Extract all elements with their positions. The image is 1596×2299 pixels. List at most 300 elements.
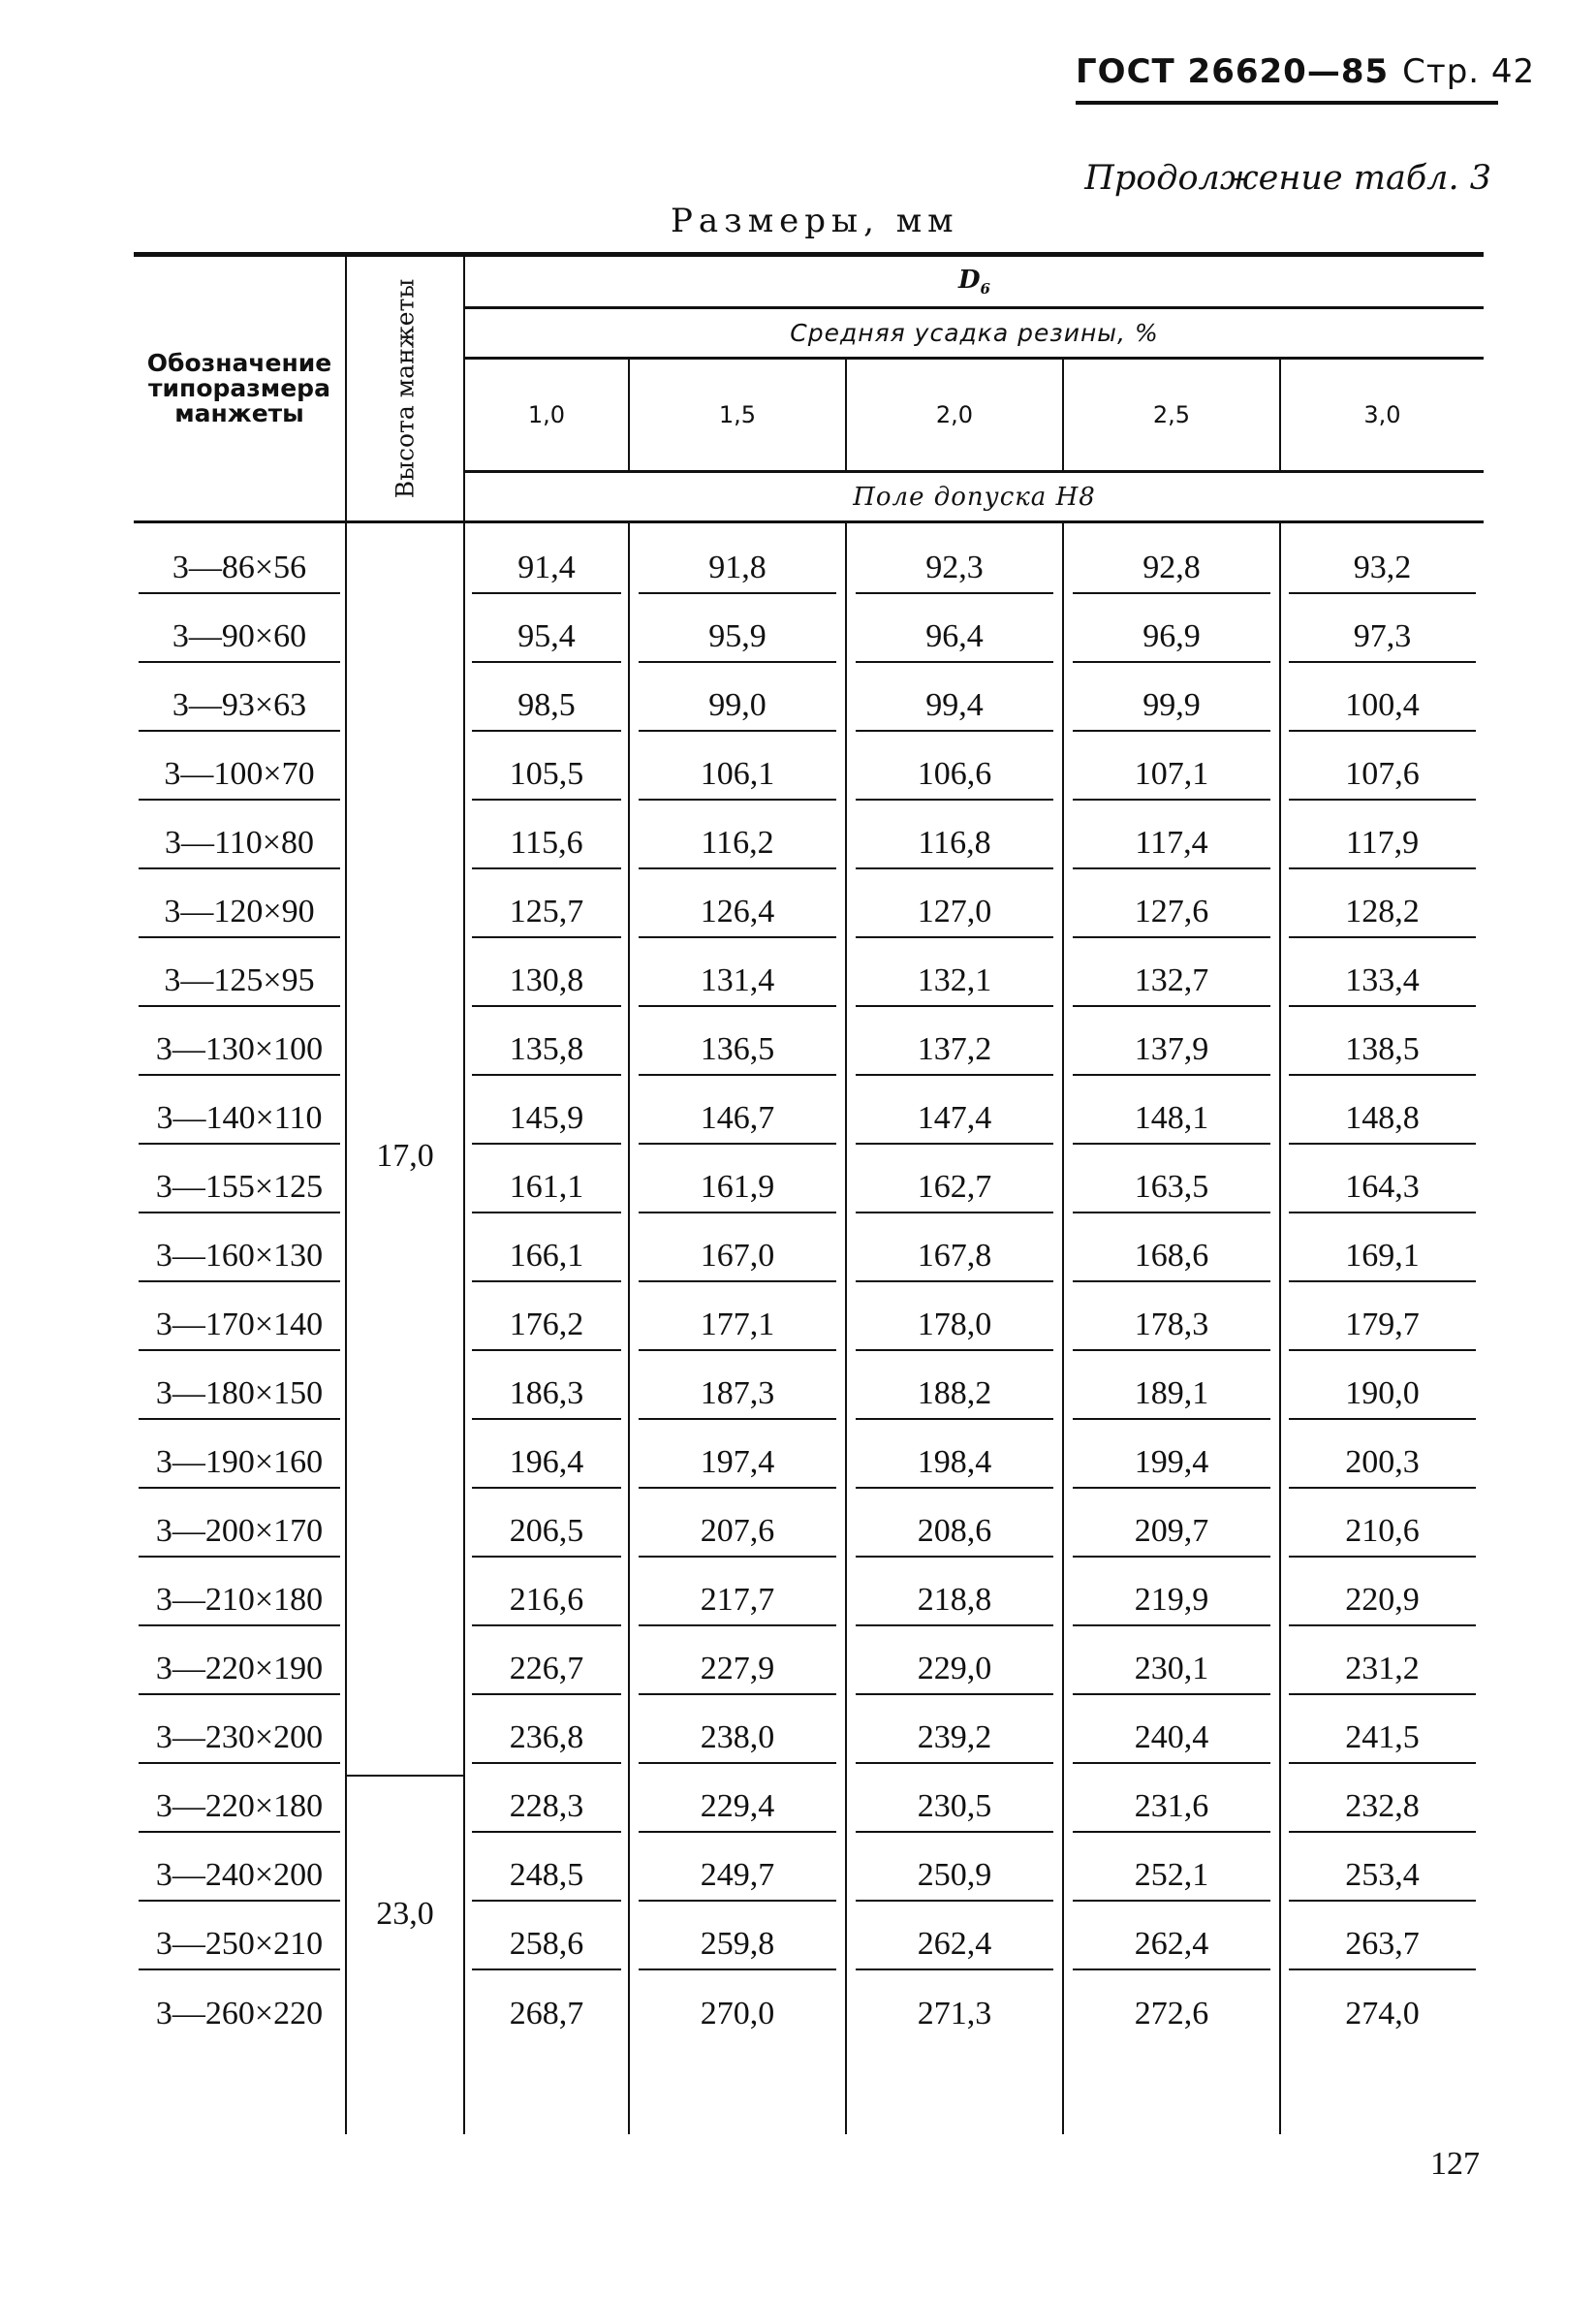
designation-cell xyxy=(134,1294,346,1363)
value-text: 91,4 xyxy=(472,550,622,594)
value-text: 148,1 xyxy=(1073,1100,1270,1145)
value-text: 198,4 xyxy=(856,1444,1053,1489)
shrink-value: 1,5 xyxy=(629,358,846,471)
value-cell xyxy=(629,1156,846,1225)
designation-cell xyxy=(134,950,346,1019)
value-cell xyxy=(464,1363,629,1432)
designation-text: 3—90×60 xyxy=(139,618,340,663)
value-text: 268,7 xyxy=(509,1995,584,2031)
value-cell xyxy=(629,1432,846,1500)
value-text: 166,1 xyxy=(472,1238,622,1282)
value-text: 186,3 xyxy=(472,1375,622,1420)
value-cell xyxy=(629,675,846,743)
value-text: 253,4 xyxy=(1289,1857,1475,1902)
value-text: 270,0 xyxy=(700,1995,775,2031)
value-text: 99,0 xyxy=(639,687,836,732)
value-text: 115,6 xyxy=(472,825,622,869)
value-text: 93,2 xyxy=(1289,550,1475,594)
value-cell xyxy=(1280,1363,1484,1432)
table-row xyxy=(134,1225,1484,1294)
units-caption: Размеры, мм xyxy=(671,202,959,240)
designation-text: 3—110×80 xyxy=(139,825,340,869)
value-text: 190,0 xyxy=(1289,1375,1475,1420)
designation-cell xyxy=(134,675,346,743)
page-number: 127 xyxy=(1430,2146,1480,2182)
value-cell xyxy=(1280,1087,1484,1156)
designation-cell xyxy=(134,1432,346,1500)
gap-cell xyxy=(629,522,846,538)
value-cell xyxy=(464,1569,629,1638)
value-text: 99,9 xyxy=(1073,687,1270,732)
value-text: 240,4 xyxy=(1073,1719,1270,1764)
designation-text: 3—240×200 xyxy=(139,1857,340,1902)
value-text: 128,2 xyxy=(1289,894,1475,938)
tail-cell xyxy=(846,2051,1063,2134)
value-cell xyxy=(1280,950,1484,1019)
value-text: 189,1 xyxy=(1073,1375,1270,1420)
table-row xyxy=(134,812,1484,881)
value-cell xyxy=(464,812,629,881)
value-cell xyxy=(846,1638,1063,1707)
value-cell xyxy=(846,1569,1063,1638)
value-text: 258,6 xyxy=(472,1926,622,1970)
value-cell xyxy=(464,1638,629,1707)
value-cell xyxy=(629,1087,846,1156)
value-text: 137,9 xyxy=(1073,1031,1270,1076)
value-cell xyxy=(1280,1500,1484,1569)
value-text: 227,9 xyxy=(639,1651,836,1695)
value-cell xyxy=(846,1776,1063,1844)
value-cell xyxy=(1063,1087,1280,1156)
value-text: 217,7 xyxy=(639,1582,836,1626)
value-text: 241,5 xyxy=(1289,1719,1475,1764)
value-cell xyxy=(1063,1844,1280,1913)
tail-cell xyxy=(1280,2051,1484,2134)
value-text: 148,8 xyxy=(1289,1100,1475,1145)
value-cell xyxy=(464,1432,629,1500)
value-cell xyxy=(846,1019,1063,1087)
value-text: 188,2 xyxy=(856,1375,1053,1420)
designation-text: 3—86×56 xyxy=(139,550,340,594)
value-text: 199,4 xyxy=(1073,1444,1270,1489)
shrink-value: 2,5 xyxy=(1063,358,1280,471)
tail-cell xyxy=(346,2051,464,2134)
value-text: 107,1 xyxy=(1073,756,1270,801)
gap-cell xyxy=(134,522,346,538)
value-text: 125,7 xyxy=(472,894,622,938)
value-text: 117,4 xyxy=(1073,825,1270,869)
value-text: 249,7 xyxy=(639,1857,836,1902)
value-cell xyxy=(846,1225,1063,1294)
value-cell xyxy=(846,1363,1063,1432)
value-cell xyxy=(1063,675,1280,743)
value-text: 133,4 xyxy=(1289,962,1475,1007)
value-text: 262,4 xyxy=(1073,1926,1270,1970)
designation-cell xyxy=(134,1019,346,1087)
designation-cell xyxy=(134,1156,346,1225)
value-text: 161,1 xyxy=(472,1169,622,1213)
value-cell xyxy=(464,1913,629,1982)
value-text: 169,1 xyxy=(1289,1238,1475,1282)
value-cell xyxy=(629,1500,846,1569)
value-cell xyxy=(846,1500,1063,1569)
height-cell: 23,0 xyxy=(346,1776,464,2051)
table-row xyxy=(134,1156,1484,1225)
value-text: 138,5 xyxy=(1289,1031,1475,1076)
value-text: 232,8 xyxy=(1289,1788,1475,1833)
value-text: 263,7 xyxy=(1289,1926,1475,1970)
value-cell xyxy=(1063,537,1280,606)
value-cell xyxy=(629,1569,846,1638)
value-text: 163,5 xyxy=(1073,1169,1270,1213)
table-row xyxy=(134,675,1484,743)
value-cell xyxy=(464,1019,629,1087)
designation-cell xyxy=(134,743,346,812)
value-text: 107,6 xyxy=(1289,756,1475,801)
value-text: 272,6 xyxy=(1134,1995,1209,2031)
value-cell xyxy=(846,537,1063,606)
value-cell xyxy=(1063,1294,1280,1363)
table-body xyxy=(134,522,1484,2135)
designation-text: 3—155×125 xyxy=(139,1169,340,1213)
value-cell xyxy=(464,743,629,812)
value-text: 259,8 xyxy=(639,1926,836,1970)
value-cell xyxy=(1063,1776,1280,1844)
value-text: 147,4 xyxy=(856,1100,1053,1145)
designation-cell xyxy=(134,1087,346,1156)
value-text: 226,7 xyxy=(472,1651,622,1695)
designation-cell xyxy=(134,1569,346,1638)
value-text: 105,5 xyxy=(472,756,622,801)
gap-cell xyxy=(1280,522,1484,538)
value-text: 106,6 xyxy=(856,756,1053,801)
designation-cell xyxy=(134,1638,346,1707)
value-cell xyxy=(1280,1707,1484,1776)
header-rule xyxy=(1076,101,1498,105)
value-text: 239,2 xyxy=(856,1719,1053,1764)
value-text: 92,8 xyxy=(1073,550,1270,594)
designation-text: 3—100×70 xyxy=(139,756,340,801)
value-cell xyxy=(1280,606,1484,675)
shrink-value: 1,0 xyxy=(464,358,629,471)
designation-cell xyxy=(134,537,346,606)
tail-cell xyxy=(629,2051,846,2134)
value-text: 132,1 xyxy=(856,962,1053,1007)
gap-cell xyxy=(346,522,464,538)
value-cell xyxy=(464,1156,629,1225)
value-text: 200,3 xyxy=(1289,1444,1475,1489)
tail-cell xyxy=(134,2051,346,2134)
value-cell xyxy=(1280,1294,1484,1363)
value-cell xyxy=(464,606,629,675)
value-cell xyxy=(464,1776,629,1844)
table-row xyxy=(134,1432,1484,1500)
table-row xyxy=(134,1500,1484,1569)
value-text: 162,7 xyxy=(856,1169,1053,1213)
table-row xyxy=(134,1569,1484,1638)
value-text: 229,0 xyxy=(856,1651,1053,1695)
table-tail-row xyxy=(134,2051,1484,2134)
value-cell xyxy=(464,1087,629,1156)
value-text: 117,9 xyxy=(1289,825,1475,869)
value-text: 167,8 xyxy=(856,1238,1053,1282)
designation-text: 3—260×220 xyxy=(155,1995,324,2031)
height-header xyxy=(346,255,464,522)
value-cell xyxy=(464,950,629,1019)
value-text: 132,7 xyxy=(1073,962,1270,1007)
designation-text: 3—200×170 xyxy=(139,1513,340,1558)
value-cell xyxy=(464,881,629,950)
value-cell xyxy=(1280,1225,1484,1294)
value-text: 178,0 xyxy=(856,1307,1053,1351)
value-cell xyxy=(1063,881,1280,950)
value-cell xyxy=(846,743,1063,812)
designation-text: 3—220×180 xyxy=(139,1788,340,1833)
value-text: 179,7 xyxy=(1289,1307,1475,1351)
value-text: 135,8 xyxy=(472,1031,622,1076)
value-text: 136,5 xyxy=(639,1031,836,1076)
value-text: 164,3 xyxy=(1289,1169,1475,1213)
value-text: 116,2 xyxy=(639,825,836,869)
value-text: 168,6 xyxy=(1073,1238,1270,1282)
value-text: 229,4 xyxy=(639,1788,836,1833)
header-gap-row xyxy=(134,522,1484,538)
value-cell xyxy=(1063,1363,1280,1432)
value-cell xyxy=(1063,1225,1280,1294)
designation-text: 3—93×63 xyxy=(139,687,340,732)
value-cell xyxy=(1280,1982,1484,2051)
gap-cell xyxy=(846,522,1063,538)
designation-text: 3—180×150 xyxy=(139,1375,340,1420)
value-text: 218,8 xyxy=(856,1582,1053,1626)
value-cell xyxy=(1280,1019,1484,1087)
value-cell xyxy=(629,1638,846,1707)
value-cell xyxy=(464,675,629,743)
value-cell xyxy=(464,1844,629,1913)
designation-cell xyxy=(134,881,346,950)
value-text: 96,4 xyxy=(856,618,1053,663)
value-cell xyxy=(629,1913,846,1982)
value-text: 250,9 xyxy=(856,1857,1053,1902)
table-row xyxy=(134,1638,1484,1707)
value-text: 100,4 xyxy=(1289,687,1475,732)
table-row xyxy=(134,881,1484,950)
value-cell xyxy=(1280,1638,1484,1707)
value-cell xyxy=(464,1982,629,2051)
height-header-label: Высота манжеты xyxy=(391,278,420,499)
value-cell xyxy=(846,881,1063,950)
shrink-value: 2,0 xyxy=(846,358,1063,471)
value-cell xyxy=(629,606,846,675)
value-cell xyxy=(1063,1982,1280,2051)
value-cell xyxy=(464,537,629,606)
value-text: 106,1 xyxy=(639,756,836,801)
designation-text: 3—210×180 xyxy=(139,1582,340,1626)
gap-cell xyxy=(1063,522,1280,538)
value-text: 236,8 xyxy=(472,1719,622,1764)
designation-text: 3—220×190 xyxy=(139,1651,340,1695)
value-cell xyxy=(1063,606,1280,675)
value-text: 177,1 xyxy=(639,1307,836,1351)
value-text: 209,7 xyxy=(1073,1513,1270,1558)
value-cell xyxy=(846,950,1063,1019)
table-row xyxy=(134,606,1484,675)
designation-text: 3—250×210 xyxy=(139,1926,340,1970)
value-text: 231,6 xyxy=(1073,1788,1270,1833)
table-row xyxy=(134,1776,1484,1844)
value-text: 262,4 xyxy=(856,1926,1053,1970)
tail-cell xyxy=(464,2051,629,2134)
value-cell xyxy=(846,1844,1063,1913)
value-text: 127,0 xyxy=(856,894,1053,938)
value-cell xyxy=(1280,812,1484,881)
value-cell xyxy=(1280,1776,1484,1844)
value-cell xyxy=(629,537,846,606)
value-cell xyxy=(464,1707,629,1776)
value-cell xyxy=(846,1982,1063,2051)
table-row xyxy=(134,1019,1484,1087)
standard-number: ГОСТ 26620—85 xyxy=(1076,52,1390,91)
value-cell xyxy=(1063,1019,1280,1087)
designation-text: 3—125×95 xyxy=(139,962,340,1007)
value-cell xyxy=(464,1500,629,1569)
value-text: 248,5 xyxy=(472,1857,622,1902)
value-cell xyxy=(1063,1569,1280,1638)
value-text: 97,3 xyxy=(1289,618,1475,663)
value-text: 271,3 xyxy=(917,1995,992,2031)
table-row xyxy=(134,1982,1484,2051)
table-row xyxy=(134,537,1484,606)
value-cell xyxy=(846,1156,1063,1225)
value-text: 95,9 xyxy=(639,618,836,663)
value-text: 220,9 xyxy=(1289,1582,1475,1626)
table-header xyxy=(134,255,1484,522)
gap-cell xyxy=(464,522,629,538)
value-text: 219,9 xyxy=(1073,1582,1270,1626)
value-cell xyxy=(629,743,846,812)
value-text: 137,2 xyxy=(856,1031,1053,1076)
value-text: 95,4 xyxy=(472,618,622,663)
designation-text: 3—160×130 xyxy=(139,1238,340,1282)
table-row xyxy=(134,1707,1484,1776)
value-text: 98,5 xyxy=(472,687,622,732)
value-cell xyxy=(629,1982,846,2051)
value-cell xyxy=(629,1225,846,1294)
designation-cell xyxy=(134,1707,346,1776)
value-cell xyxy=(464,1294,629,1363)
value-cell xyxy=(1063,1638,1280,1707)
designation-text: 3—120×90 xyxy=(139,894,340,938)
value-text: 196,4 xyxy=(472,1444,622,1489)
value-cell xyxy=(629,1019,846,1087)
value-cell xyxy=(846,675,1063,743)
value-text: 230,1 xyxy=(1073,1651,1270,1695)
value-cell xyxy=(1280,881,1484,950)
designation-cell xyxy=(134,606,346,675)
value-text: 206,5 xyxy=(472,1513,622,1558)
value-cell xyxy=(1063,743,1280,812)
value-text: 216,6 xyxy=(472,1582,622,1626)
designation-cell xyxy=(134,1500,346,1569)
designation-header: Обозначение типоразмера манжеты xyxy=(134,255,346,522)
value-text: 96,9 xyxy=(1073,618,1270,663)
table-row xyxy=(134,1913,1484,1982)
value-text: 145,9 xyxy=(472,1100,622,1145)
table-row xyxy=(134,1294,1484,1363)
value-cell xyxy=(629,881,846,950)
cuff-dimensions-table xyxy=(134,252,1484,2134)
designation-text: 3—130×100 xyxy=(139,1031,340,1076)
value-cell xyxy=(1280,675,1484,743)
value-text: 187,3 xyxy=(639,1375,836,1420)
designation-cell xyxy=(134,1982,346,2051)
value-text: 92,3 xyxy=(856,550,1053,594)
value-text: 252,1 xyxy=(1073,1857,1270,1902)
value-text: 208,6 xyxy=(856,1513,1053,1558)
value-cell xyxy=(1280,1156,1484,1225)
value-cell xyxy=(846,1913,1063,1982)
table-row xyxy=(134,950,1484,1019)
value-text: 178,3 xyxy=(1073,1307,1270,1351)
value-text: 230,5 xyxy=(856,1788,1053,1833)
value-text: 127,6 xyxy=(1073,894,1270,938)
value-text: 167,0 xyxy=(639,1238,836,1282)
value-text: 238,0 xyxy=(639,1719,836,1764)
value-text: 146,7 xyxy=(639,1100,836,1145)
page-header xyxy=(1076,52,1536,91)
designation-cell xyxy=(134,812,346,881)
d6-header xyxy=(464,255,1484,308)
value-text: 130,8 xyxy=(472,962,622,1007)
value-cell xyxy=(846,1294,1063,1363)
value-text: 91,8 xyxy=(639,550,836,594)
value-cell xyxy=(846,1087,1063,1156)
d6-label: D xyxy=(958,265,981,295)
value-cell xyxy=(629,950,846,1019)
shrink-value: 3,0 xyxy=(1280,358,1484,471)
tolerance-header: Поле допуска H8 xyxy=(464,472,1484,522)
value-cell xyxy=(629,1294,846,1363)
table-row xyxy=(134,1363,1484,1432)
value-text: 176,2 xyxy=(472,1307,622,1351)
table-row xyxy=(134,743,1484,812)
value-cell xyxy=(846,606,1063,675)
value-cell xyxy=(629,1776,846,1844)
value-cell xyxy=(629,1363,846,1432)
page-label: Стр. 42 xyxy=(1402,52,1536,91)
value-text: 131,4 xyxy=(639,962,836,1007)
table-row xyxy=(134,1087,1484,1156)
value-cell xyxy=(1063,1913,1280,1982)
designation-text: 3—230×200 xyxy=(139,1719,340,1764)
value-cell xyxy=(1280,1844,1484,1913)
value-cell xyxy=(1280,743,1484,812)
value-cell xyxy=(1063,1707,1280,1776)
tail-cell xyxy=(1063,2051,1280,2134)
value-text: 231,2 xyxy=(1289,1651,1475,1695)
designation-text: 3—190×160 xyxy=(139,1444,340,1489)
value-cell xyxy=(846,1432,1063,1500)
designation-text: 3—140×110 xyxy=(139,1100,340,1145)
value-text: 126,4 xyxy=(639,894,836,938)
designation-text: 3—170×140 xyxy=(139,1307,340,1351)
value-text: 274,0 xyxy=(1345,1995,1420,2031)
value-cell xyxy=(1063,1432,1280,1500)
d6-subscript: 6 xyxy=(980,280,990,299)
table-continuation-caption: Продолжение табл. 3 xyxy=(1084,159,1491,198)
value-cell xyxy=(1063,1156,1280,1225)
value-cell xyxy=(629,1844,846,1913)
